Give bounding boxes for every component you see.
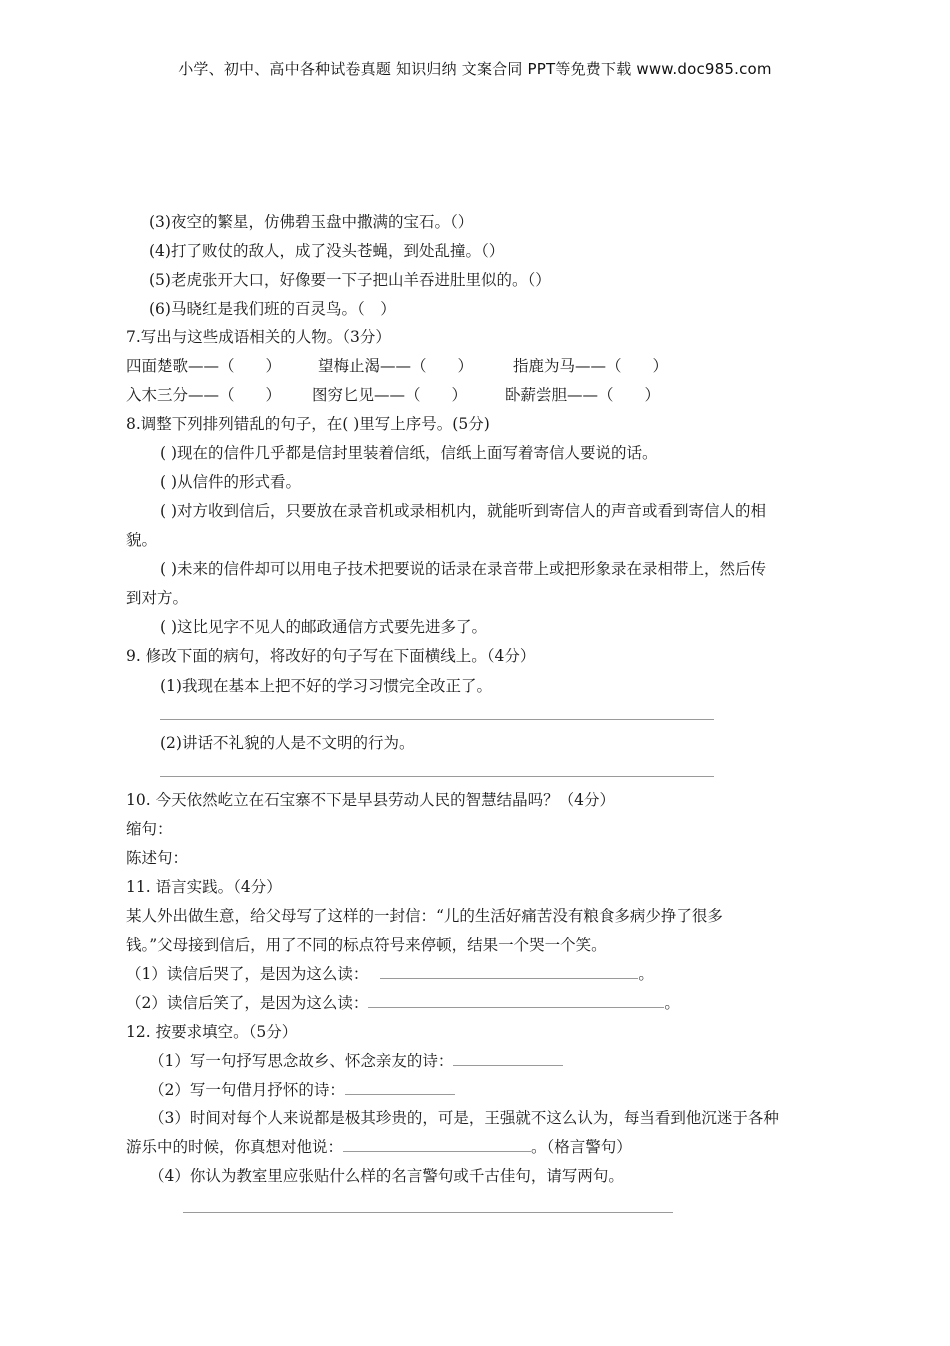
q12-item-3: （3）时间对每个人来说都是极其珍贵的，可是，王强就不这么认为，每当看到他沉迷于各种 xyxy=(149,1109,779,1127)
q9-answer-line-1[interactable] xyxy=(160,719,714,720)
q12-item-2 xyxy=(149,1080,455,1100)
q8-sentence-2: ( )从信件的形式看。 xyxy=(160,473,302,491)
q8-sentence-3: ( )对方收到信后，只要放在录音机或录相机内，就能听到寄信人的声音或看到寄信人的相 xyxy=(160,502,767,520)
q11-item-2-label: （2）读信后笑了，是因为这么读： xyxy=(126,994,369,1012)
q6-item-4: (4)打了败仗的敌人，成了没头苍蝇，到处乱撞。（） xyxy=(149,242,505,260)
q9-sentence-1: (1)我现在基本上把不好的学习习惯完全改正了。 xyxy=(160,677,492,695)
q7-idiom-2: 望梅止渴——（ ） xyxy=(318,357,474,375)
q12-item-2-label: （2）写一句借月抒怀的诗： xyxy=(149,1081,345,1099)
q6-item-5: (5)老虎张开大口，好像要一下子把山羊吞进肚里似的。（） xyxy=(149,271,551,289)
q12-item-1 xyxy=(149,1051,563,1071)
q7-idiom-3: 指鹿为马——（ ） xyxy=(513,357,669,375)
q12-answer-blank-2[interactable] xyxy=(345,1080,455,1095)
q12-item-3-cont xyxy=(126,1137,632,1157)
q8-sentence-5: ( )这比见字不见人的邮政通信方式要先进多了。 xyxy=(160,618,488,636)
q8-sentence-1: ( )现在的信件几乎都是信封里装着信纸，信纸上面写着寄信人要说的话。 xyxy=(160,444,658,462)
q9-sentence-2: (2)讲话不礼貌的人是不文明的行为。 xyxy=(160,734,415,752)
q11-answer-blank-1[interactable] xyxy=(380,964,638,979)
q6-item-3: (3)夜空的繁星，仿佛碧玉盘中撒满的宝石。（） xyxy=(149,213,474,231)
page-header: 小学、初中、高中各种试卷真题 知识归纳 文案合同 PPT等免费下载 www.doc985.com xyxy=(178,60,772,78)
q11-title: 11. 语言实践。（4分） xyxy=(126,878,282,896)
q11-answer-blank-2[interactable] xyxy=(368,993,664,1008)
q8-sentence-3-cont: 貌。 xyxy=(126,531,158,549)
q12-answer-blank-3[interactable] xyxy=(343,1137,531,1152)
q11-item-1-label: （1）读信后哭了，是因为这么读： xyxy=(126,965,369,983)
q6-item-6: (6)马晓红是我们班的百灵鸟。（ ） xyxy=(149,300,396,318)
q10-title: 10. 今天依然屹立在石宝寨不下是早县劳动人民的智慧结晶吗？（4分） xyxy=(126,791,615,809)
q11-item-2 xyxy=(126,993,680,1013)
q12-item-1-label: （1）写一句抒写思念故乡、怀念亲友的诗： xyxy=(149,1052,454,1070)
q9-answer-line-2[interactable] xyxy=(160,776,714,777)
q8-sentence-4-cont: 到对方。 xyxy=(126,589,189,607)
q11-paragraph-2: 钱。”父母接到信后，用了不同的标点符号来停顿，结果一个哭一个笑。 xyxy=(126,936,607,954)
q10-declarative-label: 陈述句： xyxy=(126,849,189,867)
q7-idiom-5: 图穷匕见——（ ） xyxy=(312,386,468,404)
q10-shorten-label: 缩句： xyxy=(126,820,173,838)
q12-title: 12. 按要求填空。（5分） xyxy=(126,1023,298,1041)
q12-item-4: （4）你认为教室里应张贴什么样的名言警句或千古佳句，请写两句。 xyxy=(149,1167,624,1185)
q7-title: 7.写出与这些成语相关的人物。（3分） xyxy=(126,328,391,346)
q8-title: 8.调整下列排列错乱的句子，在( )里写上序号。(5分) xyxy=(126,415,490,433)
q11-paragraph-1: 某人外出做生意，给父母写了这样的一封信：“儿的生活好痛苦没有粮食多病少挣了很多 xyxy=(126,907,723,925)
q12-answer-line-4[interactable] xyxy=(183,1212,673,1213)
q12-item-3-suffix: 。（格言警句） xyxy=(531,1138,632,1156)
q9-title: 9. 修改下面的病句，将改好的句子写在下面横线上。（4分） xyxy=(126,647,536,665)
q7-idiom-4: 入木三分——（ ） xyxy=(126,386,282,404)
q8-sentence-4: ( )未来的信件却可以用电子技术把要说的话录在录音带上或把形象录在录相带上，然后传 xyxy=(160,560,767,578)
q12-item-3-prefix: 游乐中的时候，你真想对他说： xyxy=(126,1138,344,1156)
q11-item-2-end: 。 xyxy=(664,994,680,1012)
q7-idiom-6: 卧薪尝胆——（ ） xyxy=(505,386,661,404)
q12-answer-blank-1[interactable] xyxy=(453,1051,563,1066)
q11-item-1-end: 。 xyxy=(638,965,654,983)
q11-item-1 xyxy=(126,964,654,984)
q7-idiom-1: 四面楚歌——（ ） xyxy=(126,357,282,375)
